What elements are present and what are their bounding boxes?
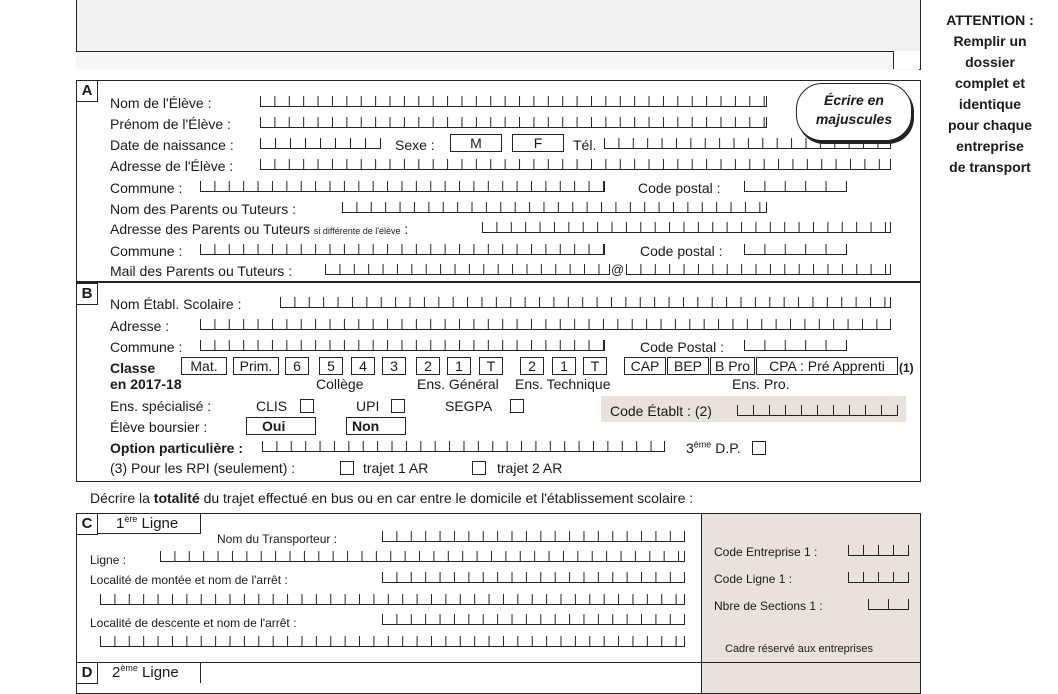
label-rpi: (3) Pour les RPI (seulement) : <box>110 460 296 476</box>
classe-option-1-gen[interactable]: 1 <box>447 357 471 375</box>
label-ens-general: Ens. Général <box>417 376 499 392</box>
segpa-checkbox[interactable] <box>510 399 524 413</box>
mail-domain-field[interactable] <box>626 264 891 275</box>
code-postal-2-field[interactable] <box>744 244 847 255</box>
ligne-sup: ère <box>124 514 138 524</box>
label-ligne: Ligne : <box>90 553 127 567</box>
decrire-pre: Décrire la <box>90 490 154 506</box>
attention-notice <box>922 10 1058 178</box>
attention-line: complet et <box>954 75 1025 91</box>
classe-option-2-gen[interactable]: 2 <box>416 357 440 375</box>
classe-option-cpa[interactable]: CPA : Pré Apprenti <box>756 357 898 375</box>
section-b-letter: B <box>76 283 98 305</box>
dp-sup: ème <box>693 439 712 450</box>
adresse-etabl-field[interactable] <box>200 319 891 330</box>
label-sexe: Sexe : <box>395 137 435 153</box>
label-dp <box>686 440 741 456</box>
classe-option-bpro[interactable]: B Pro <box>710 357 755 375</box>
label-commune-etabl: Commune : <box>110 339 183 355</box>
label-code-postal-2: Code postal : <box>640 243 723 259</box>
boursier-oui-option[interactable] <box>246 417 316 435</box>
note-1: (1) <box>899 361 914 375</box>
attention-line: dossier <box>965 54 1015 70</box>
date-naissance-field[interactable] <box>260 138 381 149</box>
label-upi: UPI <box>356 398 380 414</box>
commune-2-field[interactable] <box>200 244 605 255</box>
adresse-eleve-field[interactable] <box>260 159 891 170</box>
dp-text: D.P. <box>715 440 741 456</box>
label-descente: Localité de descente et nom de l'arrêt : <box>90 616 297 630</box>
label-code-postal: Code postal : <box>638 180 721 196</box>
at-sign: @ <box>611 262 625 277</box>
transporteur-field[interactable] <box>382 531 685 542</box>
label-commune: Commune : <box>110 180 183 196</box>
classe-option-cap[interactable]: CAP <box>624 357 666 375</box>
section-c-letter: C <box>76 513 98 535</box>
code-postal-etabl-field[interactable] <box>744 340 847 351</box>
option-particuliere-field[interactable] <box>262 441 665 452</box>
decrire-bold: totalité <box>153 490 200 506</box>
adresse-parents-text: Adresse des Parents ou Tuteurs <box>110 221 310 237</box>
label-tel: Tél. <box>573 137 597 153</box>
sexe-m-option[interactable] <box>450 134 502 152</box>
ecrire-majuscules-stamp <box>796 83 912 141</box>
label-nom-parents: Nom des Parents ou Tuteurs : <box>110 201 296 217</box>
attention-title: ATTENTION : <box>946 12 1034 28</box>
nom-parents-field[interactable] <box>342 202 767 213</box>
adresse-parents-colon: : <box>404 221 409 237</box>
label-option-particuliere: Option particulière : <box>110 440 244 456</box>
label-adresse-etabl: Adresse : <box>110 318 170 334</box>
entreprise-panel-d <box>701 662 921 694</box>
decrire-instruction <box>90 490 693 506</box>
code-ligne-field[interactable] <box>848 572 909 583</box>
non-label: Non <box>352 418 380 434</box>
label-code-postal-etabl: Code Postal : <box>640 339 725 355</box>
label-adresse-parents <box>110 221 408 239</box>
label-eleve-boursier: Élève boursier : <box>110 419 208 435</box>
label-prenom-eleve: Prénom de l'Élève : <box>110 116 231 132</box>
classe-option-3[interactable]: 3 <box>382 357 406 375</box>
sexe-f-label: F <box>533 135 543 151</box>
ligne-d-number: 2 <box>112 664 121 681</box>
ligne-d-word: Ligne <box>142 664 179 681</box>
header-cell <box>893 51 920 69</box>
label-transporteur: Nom du Transporteur : <box>217 532 338 546</box>
descente-field-2[interactable] <box>100 636 685 647</box>
label-commune-2: Commune : <box>110 243 183 259</box>
section-a-letter: A <box>76 80 98 102</box>
montee-field-2[interactable] <box>100 594 685 605</box>
label-montee: Localité de montée et nom de l'arrêt : <box>90 573 288 587</box>
decrire-post: du trajet effectué en bus ou en car entre le domicile et l'établissement scolaire : <box>199 490 694 506</box>
sexe-m-label: M <box>470 135 482 151</box>
stamp-line-2: majuscules <box>815 111 893 127</box>
section-c-ligne-tab <box>98 513 201 534</box>
nom-eleve-field[interactable] <box>260 96 767 107</box>
commune-etabl-field[interactable] <box>200 340 605 351</box>
section-d-letter: D <box>76 662 98 684</box>
adresse-parents-note: si différente de l'élève <box>313 226 401 236</box>
label-college: Collège <box>316 376 364 392</box>
label-code-entreprise: Code Entreprise 1 : <box>714 545 818 559</box>
upi-checkbox[interactable] <box>391 399 405 413</box>
code-entreprise-field[interactable] <box>848 545 909 556</box>
label-nbre-sections: Nbre de Sections 1 : <box>714 599 823 613</box>
montee-field-1[interactable] <box>382 572 685 583</box>
classe-option-bep[interactable]: BEP <box>667 357 709 375</box>
label-ens-specialise: Ens. spécialisé : <box>110 398 212 414</box>
label-en-annee: en 2017-18 <box>110 376 182 392</box>
attention-line: identique <box>958 96 1022 112</box>
label-nom-eleve: Nom de l'Élève : <box>110 95 212 111</box>
descente-field-1[interactable] <box>382 614 685 625</box>
label-ens-technique: Ens. Technique <box>515 376 611 392</box>
label-classe: Classe <box>110 360 156 376</box>
attention-line: entreprise <box>956 138 1024 154</box>
mail-local-field[interactable] <box>325 264 610 275</box>
ligne-number: 1 <box>116 515 125 532</box>
classe-option-t-gen[interactable]: T <box>479 357 503 375</box>
stamp-line-1: Écrire en <box>824 92 884 108</box>
ligne-field[interactable] <box>160 551 685 562</box>
code-etablt-field[interactable] <box>737 405 898 416</box>
oui-label: Oui <box>262 418 286 434</box>
nbre-sections-field[interactable] <box>868 599 909 610</box>
classe-option-5[interactable]: 5 <box>319 357 343 375</box>
boursier-non-option[interactable] <box>346 417 406 435</box>
label-mail-parents: Mail des Parents ou Tuteurs : <box>110 263 293 279</box>
header-strip <box>76 51 919 70</box>
classe-option-6[interactable]: 6 <box>285 357 309 375</box>
label-clis: CLIS <box>256 398 288 414</box>
commune-field[interactable] <box>200 181 605 192</box>
label-adresse-eleve: Adresse de l'Élève : <box>110 158 234 174</box>
ligne-d-sup: ème <box>120 663 138 673</box>
attention-line: Remplir un <box>953 33 1027 49</box>
label-trajet-2: trajet 2 AR <box>497 460 563 476</box>
trajet-2-checkbox[interactable] <box>472 461 486 475</box>
attention-line: pour chaque <box>947 117 1032 133</box>
code-postal-field[interactable] <box>744 181 847 192</box>
nom-etabl-field[interactable] <box>280 297 891 308</box>
section-d-ligne-tab <box>98 662 201 683</box>
classe-option-mat[interactable]: Mat. <box>181 357 227 375</box>
adresse-parents-field[interactable] <box>482 222 891 233</box>
label-code-etablt: Code Établt : (2) <box>610 403 712 419</box>
label-code-ligne: Code Ligne 1 : <box>714 572 793 586</box>
attention-line: de transport <box>949 159 1031 175</box>
label-trajet-1: trajet 1 AR <box>363 460 429 476</box>
prenom-eleve-field[interactable] <box>260 117 767 128</box>
classe-option-prim[interactable]: Prim. <box>233 357 279 375</box>
classe-option-1-tech[interactable]: 1 <box>552 357 576 375</box>
label-segpa: SEGPA <box>445 398 493 414</box>
label-date-naissance: Date de naissance : <box>110 137 234 153</box>
classe-option-2-tech[interactable]: 2 <box>520 357 544 375</box>
label-cadre-reserve: Cadre réservé aux entreprises <box>725 643 873 655</box>
clis-checkbox[interactable] <box>300 399 314 413</box>
sexe-f-option[interactable] <box>512 134 564 152</box>
dp-checkbox[interactable] <box>752 441 766 455</box>
ligne-word: Ligne <box>141 515 179 532</box>
trajet-1-checkbox[interactable] <box>340 461 354 475</box>
label-nom-etabl: Nom Établ. Scolaire : <box>110 296 242 312</box>
classe-option-t-tech[interactable]: T <box>583 357 607 375</box>
dp-number: 3 <box>686 440 694 456</box>
classe-option-4[interactable]: 4 <box>351 357 375 375</box>
label-ens-pro: Ens. Pro. <box>732 376 790 392</box>
